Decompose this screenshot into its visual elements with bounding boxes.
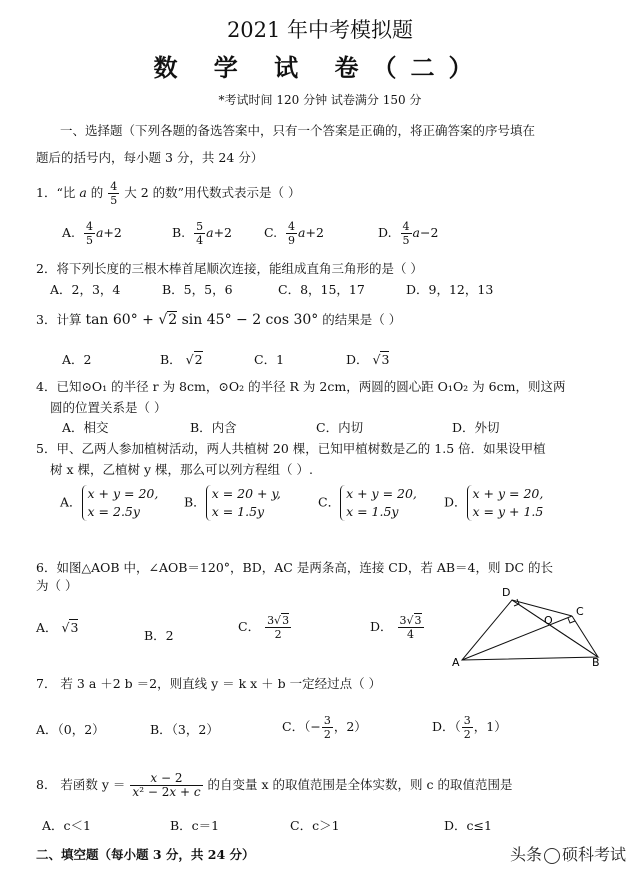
figure-label-c: C [576, 605, 584, 618]
section1-intro-line2: 题后的括号内，每小题 3 分，共 24 分） [36, 150, 264, 165]
q1-option-d: D. $\frac{4}{5}$ a−2 [378, 220, 439, 247]
exam-info: *考试时间 120 分钟 试卷满分 150 分 [218, 93, 422, 107]
q3-option-d: D． √3 [346, 352, 390, 367]
q6-option-c: C． $\frac{3√3}{2}$ [238, 614, 290, 641]
q7-option-c: C．（− $\frac{3}{2}$ ，2） [282, 714, 367, 741]
q7-option-a: A．（0，2） [36, 722, 105, 737]
q4-line2: 圆的位置关系是（ ） [50, 400, 167, 415]
q7-option-d: D．（ $\frac{3}{2}$ ，1） [432, 714, 507, 741]
q8-option-a: A．c＜1 [42, 818, 91, 833]
q2-option-b: B．5，5，6 [162, 282, 233, 297]
q6-option-a: A． √3 [36, 620, 79, 635]
figure-label-a: A [452, 656, 460, 669]
q8-option-c: C．c＞1 [290, 818, 340, 833]
q7-stem: 7． 若 3 a ＋2 b ＝2，则直线 y ＝ k x ＋ b 一定经过点（ ） [36, 676, 382, 691]
figure-label-d: D [502, 586, 511, 599]
q1-option-a: A. $\frac{4}{5}$ a+2 [62, 220, 122, 247]
q5-option-b: B．x = 20 + y, x = 1.5y [184, 486, 281, 519]
q7-option-b: B．（3，2） [150, 722, 219, 737]
q4-option-c: C．内切 [316, 420, 364, 435]
q6-line1: 6．如图△AOB 中，∠AOB＝120°，BD，AC 是两条高，连接 CD，若 AB＝4，则 DC 的长 [36, 560, 554, 575]
q3-option-b: B． √2 [160, 352, 203, 367]
exam-title: 2021 年中考模拟题 [226, 18, 414, 42]
at-icon [544, 848, 560, 864]
q3-stem: 3．计算 tan 60° + √2 sin 45° − 2 cos 30° 的结果是（ ） [36, 312, 402, 328]
q4-option-b: B．内含 [190, 420, 237, 435]
q4-option-a: A．相交 [62, 420, 109, 435]
q8-option-d: D．c≤1 [444, 818, 492, 833]
q5-option-c: C．x + y = 20, x = 1.5y [318, 486, 417, 519]
q2-option-c: C．8，15，17 [278, 282, 365, 297]
q4-option-d: D．外切 [452, 420, 500, 435]
q5-line2: 树 x 棵，乙植树 y 棵，那么可以列方程组（ ）. [50, 462, 313, 477]
figure-label-b: B [592, 656, 600, 669]
q6-triangle-figure [440, 580, 620, 675]
q3-option-c: C．1 [254, 352, 285, 367]
q2-option-d: D．9，12，13 [406, 282, 494, 297]
exam-subtitle-heading: 数 学 试 卷（二） [153, 53, 487, 82]
q8-option-b: B．c＝1 [170, 818, 220, 833]
q6-option-d: D． $\frac{3√3}{4}$ [370, 614, 422, 641]
watermark: 头条 硕科考试 [509, 845, 626, 864]
q6-option-b: B．2 [144, 628, 174, 643]
q6-line2: 为（ ） [36, 578, 78, 593]
q1-option-b: B. $\frac{5}{4}$ a+2 [172, 220, 233, 247]
q3-option-a: A．2 [62, 352, 92, 367]
figure-label-o: O [544, 614, 553, 627]
q5-line1: 5．甲、乙两人参加植树活动，两人共植树 20 棵，已知甲植树数是乙的 1.5 倍．如果设甲植 [36, 441, 546, 456]
q1-option-c: C. $\frac{4}{9}$ a+2 [264, 220, 324, 247]
q8-stem: 8． 若函数 y ＝ $\frac{x - 2}{\text{x² − 2x + c}}$ 的自变量 x 的取值范围是全体实数，则 c 的取值范围是 [36, 771, 513, 799]
q2-option-a: A．2，3，4 [50, 282, 121, 297]
section1-intro-line1: 一、选择题（下列各题的备选答案中，只有一个答案是正确的，将正确答案的序号填在 [60, 123, 536, 138]
q5-option-a: A．x + y = 20, x = 2.5y [60, 486, 159, 519]
q4-line1: 4．已知⊙O₁ 的半径 r 为 8cm，⊙O₂ 的半径 R 为 2cm，两圆的圆心距 O₁O₂ 为 6cm，则这两 [36, 379, 566, 394]
q1-stem: 1．“比 a 的 $\frac{4}{5}$ 大 2 的数”用代数式表示是（ ） [36, 180, 301, 207]
section2-title: 二、填空题（每小题 3 分，共 24 分） [36, 847, 255, 862]
q2-stem: 2．将下列长度的三根木棒首尾顺次连接，能组成直角三角形的是（ ） [36, 261, 423, 276]
q5-option-d: D．x + y = 20, x = y + 1.5 [444, 486, 544, 519]
